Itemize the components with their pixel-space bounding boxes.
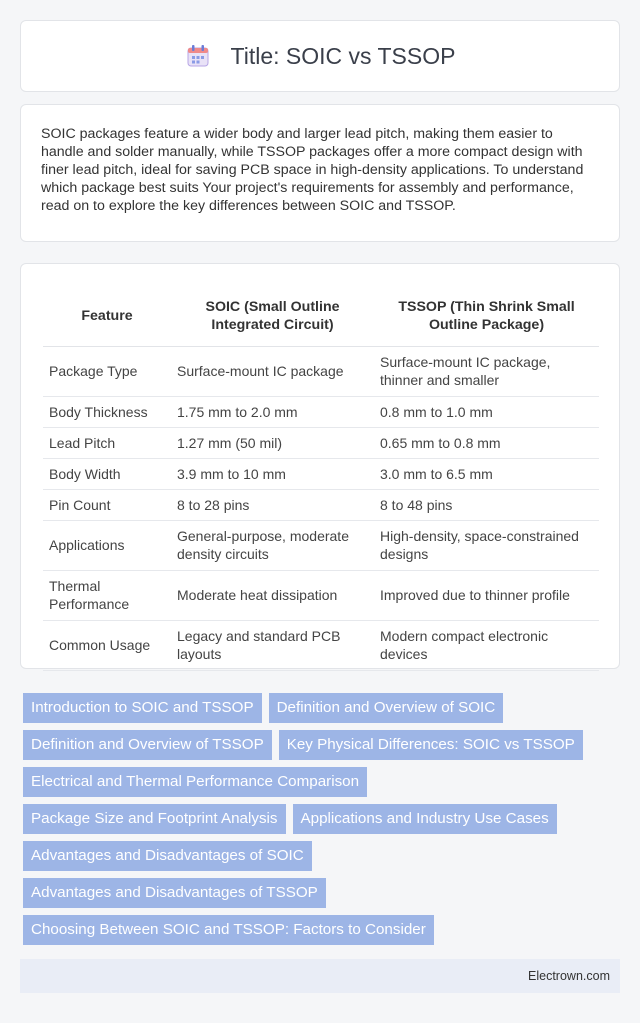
tag-link[interactable]: Definition and Overview of TSSOP: [23, 730, 272, 760]
tag-link[interactable]: Choosing Between SOIC and TSSOP: Factors to Consider: [23, 915, 434, 945]
cell-tssop: Improved due to thinner profile: [374, 570, 599, 620]
footer-site-link[interactable]: Electrown.com: [528, 969, 610, 983]
cell-feature: Thermal Performance: [43, 570, 171, 620]
cell-soic: General-purpose, moderate density circuits: [171, 520, 374, 570]
cell-soic: Surface-mount IC package: [171, 346, 374, 396]
cell-soic: 1.75 mm to 2.0 mm: [171, 396, 374, 427]
tag-link[interactable]: Advantages and Disadvantages of TSSOP: [23, 878, 326, 908]
page-title: Title: SOIC vs TSSOP: [230, 42, 456, 69]
cell-tssop: 0.65 mm to 0.8 mm: [374, 427, 599, 458]
cell-soic: 1.27 mm (50 mil): [171, 427, 374, 458]
cell-soic: 3.9 mm to 10 mm: [171, 458, 374, 489]
table-row: [43, 427, 599, 458]
tag-link[interactable]: Electrical and Thermal Performance Comparison: [23, 767, 367, 797]
cell-tssop: Surface-mount IC package, thinner and smaller: [374, 346, 599, 396]
tag-link[interactable]: Introduction to SOIC and TSSOP: [23, 693, 262, 723]
tag-link[interactable]: Key Physical Differences: SOIC vs TSSOP: [279, 730, 583, 760]
intro-card: [20, 104, 620, 242]
footer: [20, 959, 620, 993]
cell-tssop: 8 to 48 pins: [374, 489, 599, 520]
table-row: [43, 520, 599, 570]
cell-tssop: High-density, space-constrained designs: [374, 520, 599, 570]
table-row: [43, 396, 599, 427]
tag-link[interactable]: Definition and Overview of SOIC: [269, 693, 504, 723]
calendar-icon: [185, 43, 211, 69]
tag-link[interactable]: Applications and Industry Use Cases: [293, 804, 557, 834]
cell-feature: Pin Count: [43, 489, 171, 520]
title-card: [20, 20, 620, 92]
tag-link[interactable]: Package Size and Footprint Analysis: [23, 804, 286, 834]
table-row: [43, 346, 599, 396]
cell-tssop: 3.0 mm to 6.5 mm: [374, 458, 599, 489]
tag-link[interactable]: Advantages and Disadvantages of SOIC: [23, 841, 312, 871]
header-soic: SOIC (Small Outline Integrated Circuit): [171, 282, 374, 346]
cell-feature: Body Width: [43, 458, 171, 489]
table-row: [43, 489, 599, 520]
intro-paragraph: SOIC packages feature a wider body and larger lead pitch, making them easier to handle and solder manually, while TSSOP packages offer a more compact design with finer lead pitch, ideal for saving PCB space in high-density applications. To understand which package best suits Your project's requirements for assembly and performance, read on to explore the key differences between SOIC and TSSOP.: [41, 126, 584, 214]
topic-tags: [23, 693, 623, 952]
header-tssop: TSSOP (Thin Shrink Small Outline Package): [374, 282, 599, 346]
cell-soic: Moderate heat dissipation: [171, 570, 374, 620]
cell-feature: Lead Pitch: [43, 427, 171, 458]
table-row: [43, 458, 599, 489]
header-feature: Feature: [43, 282, 171, 346]
cell-tssop: 0.8 mm to 1.0 mm: [374, 396, 599, 427]
cell-feature: Applications: [43, 520, 171, 570]
table-row: [43, 570, 599, 620]
cell-feature: Body Thickness: [43, 396, 171, 427]
comparison-table: [43, 282, 599, 671]
table-header-row: [43, 282, 599, 346]
comparison-table-card: [20, 263, 620, 669]
table-row: [43, 620, 599, 670]
cell-soic: 8 to 28 pins: [171, 489, 374, 520]
cell-feature: Common Usage: [43, 620, 171, 670]
cell-soic: Legacy and standard PCB layouts: [171, 620, 374, 670]
cell-tssop: Modern compact electronic devices: [374, 620, 599, 670]
cell-feature: Package Type: [43, 346, 171, 396]
